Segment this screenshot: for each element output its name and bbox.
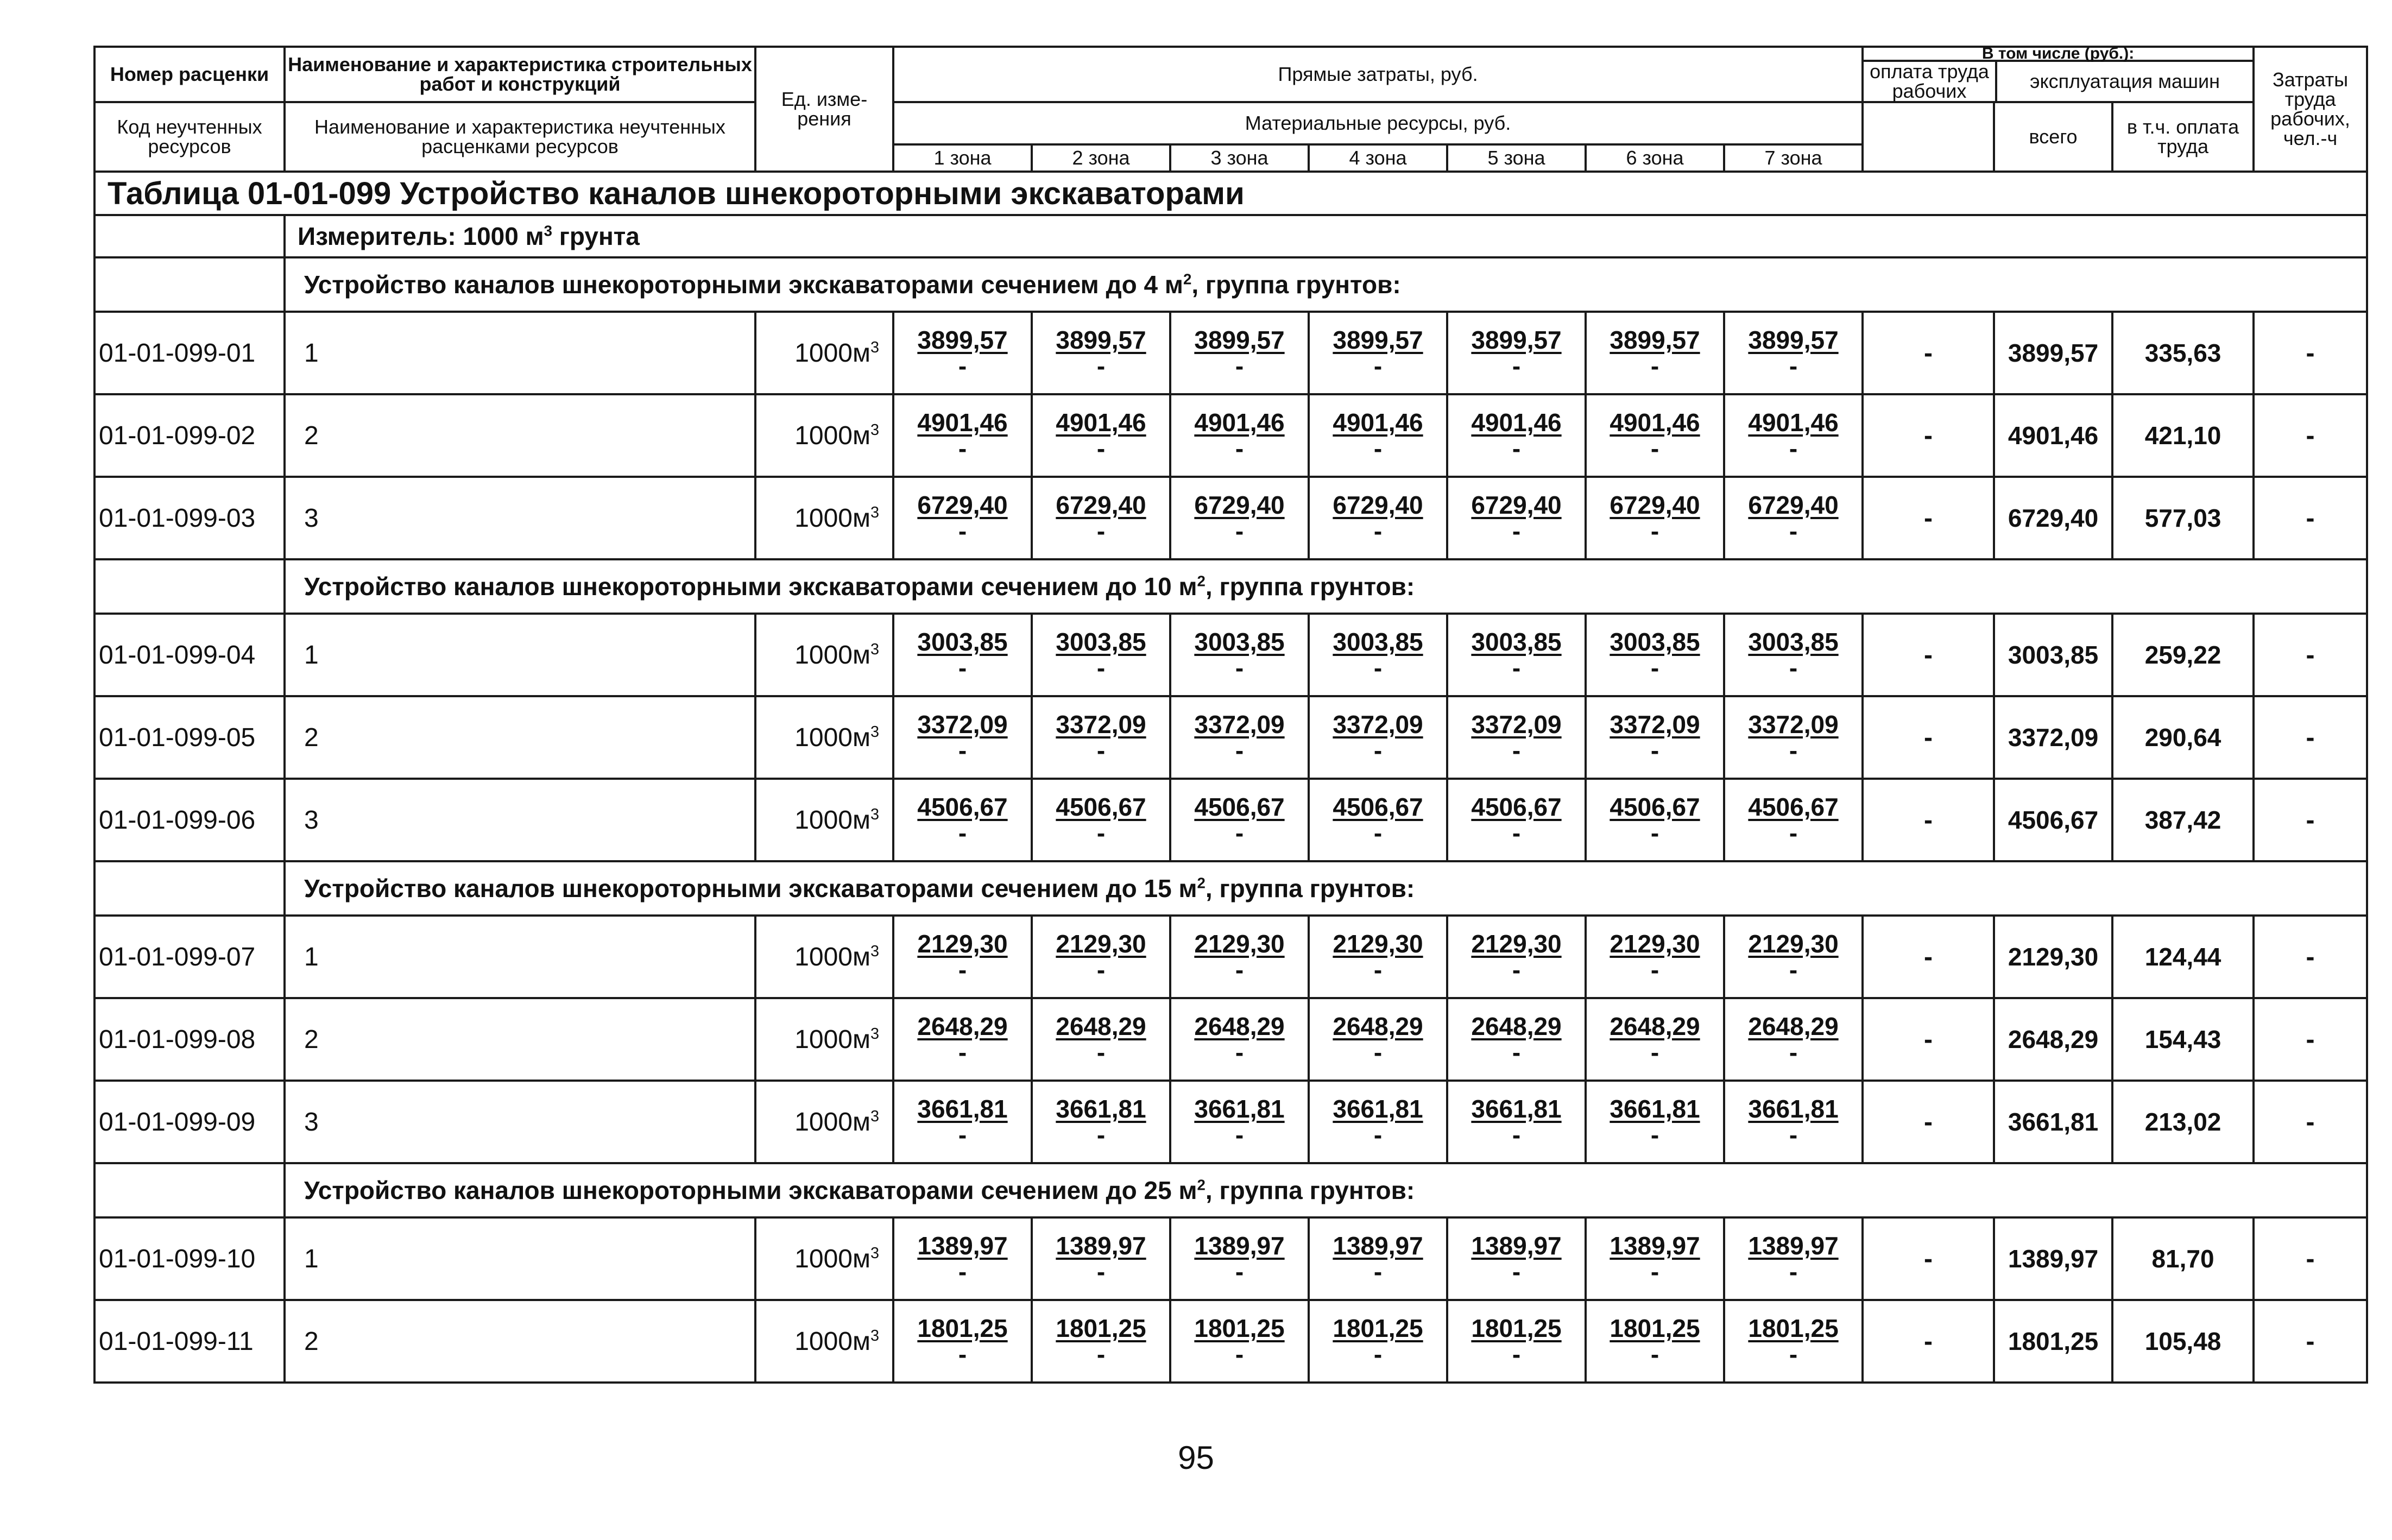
soil-group: 1 [285,1217,755,1300]
zone-5-cost: 4901,46 - [1447,394,1586,477]
unit-cell: $1000м^3$ [755,1081,893,1163]
machines-wages-cell: 421,10 [2112,394,2254,477]
soil-group: 1 [285,614,755,696]
zone-3-cost: 3661,81 - [1170,1081,1309,1163]
wages-cell: - [1863,916,1994,998]
section-title: Устройство каналов шнекороторными экскаваторами сечением до 15 $м^2$, группа грунтов: [285,861,2367,916]
section-blank [94,257,285,312]
zone-3-cost: 2129,30 - [1170,916,1309,998]
zone-5-cost: 3899,57 - [1447,312,1586,394]
zone-1-cost: 3899,57 - [893,312,1032,394]
meter-line: Измеритель: 1000 $м^3$ грунта [285,215,2367,257]
zone-5-cost: 3661,81 - [1447,1081,1586,1163]
section-title: Устройство каналов шнекороторными экскаваторами сечением до 4 $м^2$, группа грунтов: [285,257,2367,312]
table-row [94,394,2367,477]
zone-3-cost: 1389,97 - [1170,1217,1309,1300]
header-wages-cont [1863,102,1994,172]
zone-4-cost: 1389,97 - [1309,1217,1447,1300]
rate-code: 01-01-099-03 [94,477,285,559]
unit-cell: $1000м^3$ [755,394,893,477]
labor-cell: - [2254,312,2367,394]
rate-code: 01-01-099-05 [94,696,285,779]
header-zone-3: 3 зона [1170,144,1309,172]
soil-group: 3 [285,1081,755,1163]
zone-6-cost: 2129,30 - [1586,916,1724,998]
zone-3-cost: 1801,25 - [1170,1300,1309,1383]
table-row [94,916,2367,998]
header-zone-2: 2 зона [1032,144,1170,172]
zone-7-cost: 4901,46 - [1724,394,1863,477]
zone-3-cost: 3003,85 - [1170,614,1309,696]
rate-code: 01-01-099-06 [94,779,285,861]
zone-1-cost: 1389,97 - [893,1217,1032,1300]
machines-wages-cell: 124,44 [2112,916,2254,998]
zone-2-cost: 1801,25 - [1032,1300,1170,1383]
zone-7-cost: 6729,40 - [1724,477,1863,559]
rate-code: 01-01-099-08 [94,998,285,1081]
zone-6-cost: 4506,67 - [1586,779,1724,861]
labor-cell: - [2254,1081,2367,1163]
unit-cell: $1000м^3$ [755,1217,893,1300]
zone-7-cost: 3661,81 - [1724,1081,1863,1163]
table-title: Таблица 01-01-099 Устройство каналов шнекороторными экскаваторами [94,172,2367,215]
zone-3-cost: 6729,40 - [1170,477,1309,559]
zone-2-cost: 2648,29 - [1032,998,1170,1081]
zone-4-cost: 2648,29 - [1309,998,1447,1081]
wages-cell: - [1863,1217,1994,1300]
zone-5-cost: 3003,85 - [1447,614,1586,696]
table-row [94,614,2367,696]
zone-7-cost: 3899,57 - [1724,312,1863,394]
header-labor: Затраты труда рабочих, чел.-ч [2254,47,2367,172]
zone-6-cost: 6729,40 - [1586,477,1724,559]
zone-2-cost: 2129,30 - [1032,916,1170,998]
zone-3-cost: 4506,67 - [1170,779,1309,861]
machines-wages-cell: 577,03 [2112,477,2254,559]
wages-cell: - [1863,779,1994,861]
zone-2-cost: 6729,40 - [1032,477,1170,559]
machines-total-cell: 3003,85 [1994,614,2112,696]
machines-wages-cell: 335,63 [2112,312,2254,394]
section-title: Устройство каналов шнекороторными экскаваторами сечением до 10 $м^2$, группа грунтов: [285,559,2367,614]
rate-code: 01-01-099-11 [94,1300,285,1383]
unit-cell: $1000м^3$ [755,916,893,998]
machines-wages-cell: 81,70 [2112,1217,2254,1300]
rate-code: 01-01-099-09 [94,1081,285,1163]
zone-2-cost: 3661,81 - [1032,1081,1170,1163]
zone-6-cost: 1801,25 - [1586,1300,1724,1383]
unit-cell: $1000м^3$ [755,477,893,559]
header-wages: оплата труда рабочих [1864,62,1997,101]
labor-cell: - [2254,1300,2367,1383]
wages-cell: - [1863,394,1994,477]
header-machines: эксплуатация машин [2030,70,2220,92]
machines-total-cell: 1389,97 [1994,1217,2112,1300]
soil-group: 2 [285,394,755,477]
header-zone-5: 5 зона [1447,144,1586,172]
wages-cell: - [1863,1081,1994,1163]
zone-1-cost: 2648,29 - [893,998,1032,1081]
unit-cell: $1000м^3$ [755,1300,893,1383]
zone-3-cost: 3372,09 - [1170,696,1309,779]
zone-4-cost: 3661,81 - [1309,1081,1447,1163]
section-title: Устройство каналов шнекороторными экскаваторами сечением до 25 $м^2$, группа грунтов: [285,1163,2367,1217]
zone-3-cost: 4901,46 - [1170,394,1309,477]
rate-code: 01-01-099-10 [94,1217,285,1300]
rate-code: 01-01-099-02 [94,394,285,477]
header-unit: Ед. изме-рения [755,47,893,172]
zone-6-cost: 2648,29 - [1586,998,1724,1081]
soil-group: 1 [285,916,755,998]
soil-group: 2 [285,1300,755,1383]
machines-total-cell: 3661,81 [1994,1081,2112,1163]
price-table [93,46,2368,1384]
table-row [94,779,2367,861]
zone-5-cost: 1389,97 - [1447,1217,1586,1300]
machines-wages-cell: 213,02 [2112,1081,2254,1163]
zone-7-cost: 2129,30 - [1724,916,1863,998]
zone-7-cost: 2648,29 - [1724,998,1863,1081]
labor-cell: - [2254,696,2367,779]
wages-cell: - [1863,477,1994,559]
header-name-bottom: Наименование и характеристика неучтенных расценками ресурсов [285,102,755,172]
rate-code: 01-01-099-01 [94,312,285,394]
zone-7-cost: 3003,85 - [1724,614,1863,696]
wages-cell: - [1863,614,1994,696]
zone-4-cost: 2129,30 - [1309,916,1447,998]
unit-cell: $1000м^3$ [755,696,893,779]
zone-1-cost: 3661,81 - [893,1081,1032,1163]
table-row [94,998,2367,1081]
zone-5-cost: 2648,29 - [1447,998,1586,1081]
soil-group: 3 [285,779,755,861]
table-row [94,1300,2367,1383]
zone-6-cost: 4901,46 - [1586,394,1724,477]
machines-total-cell: 2129,30 [1994,916,2112,998]
zone-1-cost: 6729,40 - [893,477,1032,559]
header-zone-7: 7 зона [1724,144,1863,172]
zone-4-cost: 4506,67 - [1309,779,1447,861]
zone-4-cost: 3372,09 - [1309,696,1447,779]
wages-cell: - [1863,696,1994,779]
header-zone-1: 1 зона [893,144,1032,172]
table-row [94,1081,2367,1163]
header-machines-wages: в т.ч. оплата труда [2112,102,2254,172]
zone-1-cost: 1801,25 - [893,1300,1032,1383]
zone-4-cost: 4901,46 - [1309,394,1447,477]
header-zone-4: 4 зона [1309,144,1447,172]
header-name-top: Наименование и характеристика строительных работ и конструкций [285,47,755,102]
zone-3-cost: 3899,57 - [1170,312,1309,394]
wages-cell: - [1863,312,1994,394]
zone-1-cost: 3003,85 - [893,614,1032,696]
table-row [94,312,2367,394]
labor-cell: - [2254,394,2367,477]
machines-total-cell: 3899,57 [1994,312,2112,394]
machines-total-cell: 1801,25 [1994,1300,2112,1383]
table-body [94,172,2367,1383]
zone-7-cost: 4506,67 - [1724,779,1863,861]
labor-cell: - [2254,1217,2367,1300]
soil-group: 2 [285,696,755,779]
zone-2-cost: 3372,09 - [1032,696,1170,779]
zone-2-cost: 1389,97 - [1032,1217,1170,1300]
section-row [94,559,2367,614]
table-row [94,696,2367,779]
section-row [94,257,2367,312]
header-materials: Материальные ресурсы, руб. [893,102,1863,144]
machines-wages-cell: 290,64 [2112,696,2254,779]
section-blank [94,559,285,614]
machines-total-cell: 6729,40 [1994,477,2112,559]
header-direct-costs: Прямые затраты, руб. [893,47,1863,102]
header-zone-6: 6 зона [1586,144,1724,172]
machines-total-cell: 3372,09 [1994,696,2112,779]
zone-3-cost: 2648,29 - [1170,998,1309,1081]
section-blank [94,1163,285,1217]
zone-7-cost: 1801,25 - [1724,1300,1863,1383]
zone-5-cost: 4506,67 - [1447,779,1586,861]
section-blank [94,861,285,916]
zone-4-cost: 6729,40 - [1309,477,1447,559]
zone-2-cost: 3003,85 - [1032,614,1170,696]
section-row [94,861,2367,916]
unit-cell: $1000м^3$ [755,614,893,696]
machines-wages-cell: 105,48 [2112,1300,2254,1383]
header-including: В том числе (руб.): [1864,48,2252,62]
machines-wages-cell: 259,22 [2112,614,2254,696]
zone-5-cost: 6729,40 - [1447,477,1586,559]
unit-cell: $1000м^3$ [755,312,893,394]
labor-cell: - [2254,998,2367,1081]
zone-5-cost: 1801,25 - [1447,1300,1586,1383]
zone-6-cost: 1389,97 - [1586,1217,1724,1300]
table-header [94,47,2367,172]
machines-wages-cell: 387,42 [2112,779,2254,861]
zone-5-cost: 3372,09 - [1447,696,1586,779]
zone-2-cost: 3899,57 - [1032,312,1170,394]
table-row [94,1217,2367,1300]
soil-group: 1 [285,312,755,394]
machines-total-cell: 2648,29 [1994,998,2112,1081]
zone-4-cost: 3003,85 - [1309,614,1447,696]
zone-2-cost: 4506,67 - [1032,779,1170,861]
zone-1-cost: 3372,09 - [893,696,1032,779]
zone-7-cost: 1389,97 - [1724,1217,1863,1300]
labor-cell: - [2254,916,2367,998]
machines-total-cell: 4506,67 [1994,779,2112,861]
soil-group: 2 [285,998,755,1081]
header-machines-total: всего [1994,102,2112,172]
zone-6-cost: 3372,09 - [1586,696,1724,779]
zone-1-cost: 4506,67 - [893,779,1032,861]
rate-code: 01-01-099-04 [94,614,285,696]
unit-cell: $1000м^3$ [755,779,893,861]
zone-5-cost: 2129,30 - [1447,916,1586,998]
unit-cell: $1000м^3$ [755,998,893,1081]
header-code-top: Номер расценки [94,47,285,102]
labor-cell: - [2254,779,2367,861]
zone-6-cost: 3003,85 - [1586,614,1724,696]
zone-6-cost: 3661,81 - [1586,1081,1724,1163]
soil-group: 3 [285,477,755,559]
zone-6-cost: 3899,57 - [1586,312,1724,394]
zone-7-cost: 3372,09 - [1724,696,1863,779]
zone-1-cost: 4901,46 - [893,394,1032,477]
header-code-bottom: Код неучтенных ресурсов [94,102,285,172]
wages-cell: - [1863,1300,1994,1383]
table-row [94,477,2367,559]
zone-1-cost: 2129,30 - [893,916,1032,998]
meter-blank [94,215,285,257]
labor-cell: - [2254,477,2367,559]
labor-cell: - [2254,614,2367,696]
section-row [94,1163,2367,1217]
wages-cell: - [1863,998,1994,1081]
zone-4-cost: 1801,25 - [1309,1300,1447,1383]
machines-total-cell: 4901,46 [1994,394,2112,477]
rate-code: 01-01-099-07 [94,916,285,998]
page-number: 95 [1178,1440,1214,1476]
zone-4-cost: 3899,57 - [1309,312,1447,394]
zone-2-cost: 4901,46 - [1032,394,1170,477]
machines-wages-cell: 154,43 [2112,998,2254,1081]
